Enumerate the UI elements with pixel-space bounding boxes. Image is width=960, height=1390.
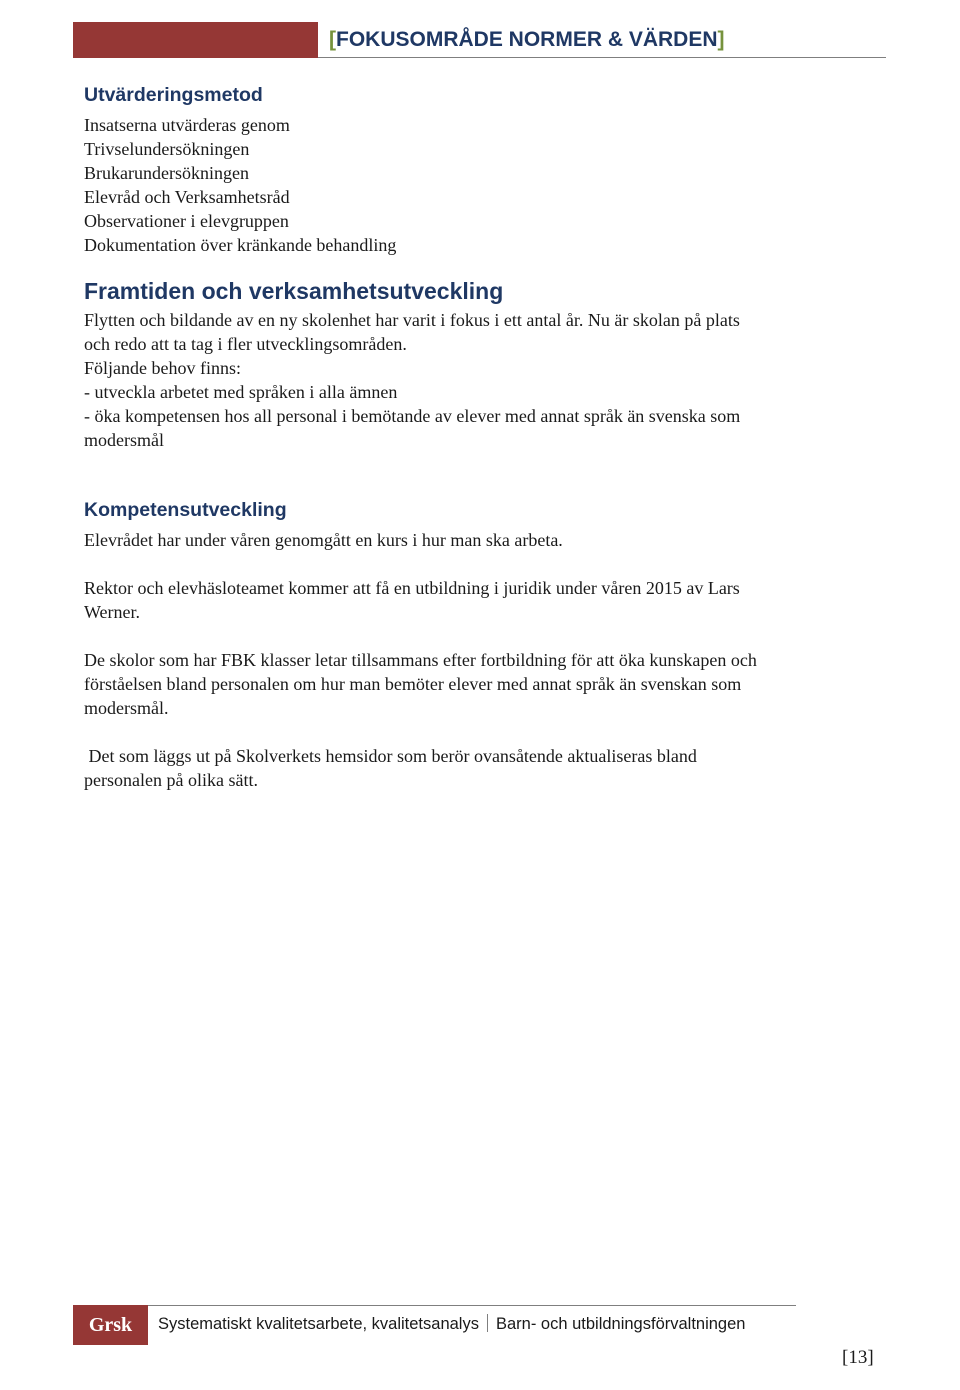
- kompetens-paragraph: [84, 744, 874, 792]
- header-bracket-open: [: [329, 28, 336, 51]
- footer-text: [158, 1313, 745, 1335]
- paragraph-line: Det som läggs ut på Skolverkets hemsidor som berör ovansåtende aktualiseras bland: [84, 746, 697, 766]
- framtiden-line: - utveckla arbetet med språken i alla ämnen: [84, 382, 398, 402]
- paragraph-line: förståelsen bland personalen om hur man bemöter elever med annat språk än svenskan som: [84, 674, 742, 694]
- paragraph-line: Rektor och elevhäsloteamet kommer att få en utbildning i juridik under våren 2015 av Lars: [84, 578, 740, 598]
- footer-separator: [487, 1314, 488, 1332]
- framtiden-line: modersmål: [84, 430, 164, 450]
- utvardering-line: Observationer i elevgruppen: [84, 211, 289, 231]
- framtiden-line: Följande behov finns:: [84, 358, 241, 378]
- kompetens-paragraph: [84, 648, 874, 720]
- kompetens-heading: Kompetensutveckling: [84, 499, 287, 521]
- utvardering-section: [84, 82, 874, 257]
- footer-rule: [148, 1305, 796, 1306]
- paragraph-line: personalen på olika sätt.: [84, 770, 258, 790]
- header-color-bar: [73, 22, 318, 58]
- footer-left-text: Systematiskt kvalitetsarbete, kvalitetsanalys: [158, 1315, 479, 1333]
- footer-logo-badge: Grsk: [73, 1305, 148, 1345]
- header-rule: [318, 57, 886, 58]
- header-title-text: FOKUSOMRÅDE NORMER & VÄRDEN: [336, 28, 718, 51]
- framtiden-section: [84, 277, 874, 452]
- utvardering-line: Elevråd och Verksamhetsråd: [84, 187, 290, 207]
- paragraph-line: De skolor som har FBK klasser letar tillsammans efter fortbildning för att öka kunskapen och: [84, 650, 757, 670]
- header-bracket-close: ]: [717, 28, 725, 51]
- paragraph-line: modersmål.: [84, 698, 169, 718]
- framtiden-line: - öka kompetensen hos all personal i bemötande av elever med annat språk än svenska som: [84, 406, 741, 426]
- main-content: [84, 82, 874, 792]
- utvardering-heading: Utvärderingsmetod: [84, 84, 263, 106]
- page-header-title: [329, 27, 725, 53]
- kompetens-section: [84, 497, 874, 792]
- kompetens-paragraph: [84, 576, 874, 624]
- framtiden-line: och redo att ta tag i fler utvecklingsområden.: [84, 334, 407, 354]
- utvardering-line: Trivselundersökningen: [84, 139, 250, 159]
- paragraph-line: Elevrådet har under våren genomgått en kurs i hur man ska arbeta.: [84, 530, 563, 550]
- utvardering-line: Brukarundersökningen: [84, 163, 249, 183]
- kompetens-paragraph: [84, 528, 874, 552]
- page-number: [13]: [842, 1347, 874, 1368]
- framtiden-heading: Framtiden och verksamhetsutveckling: [84, 278, 504, 304]
- framtiden-line: Flytten och bildande av en ny skolenhet har varit i fokus i ett antal år. Nu är skolan på plats: [84, 310, 740, 330]
- footer-right-text: Barn- och utbildningsförvaltningen: [495, 1315, 746, 1333]
- utvardering-line: Insatserna utvärderas genom: [84, 115, 290, 135]
- utvardering-line: Dokumentation över kränkande behandling: [84, 235, 397, 255]
- paragraph-line: Werner.: [84, 602, 141, 622]
